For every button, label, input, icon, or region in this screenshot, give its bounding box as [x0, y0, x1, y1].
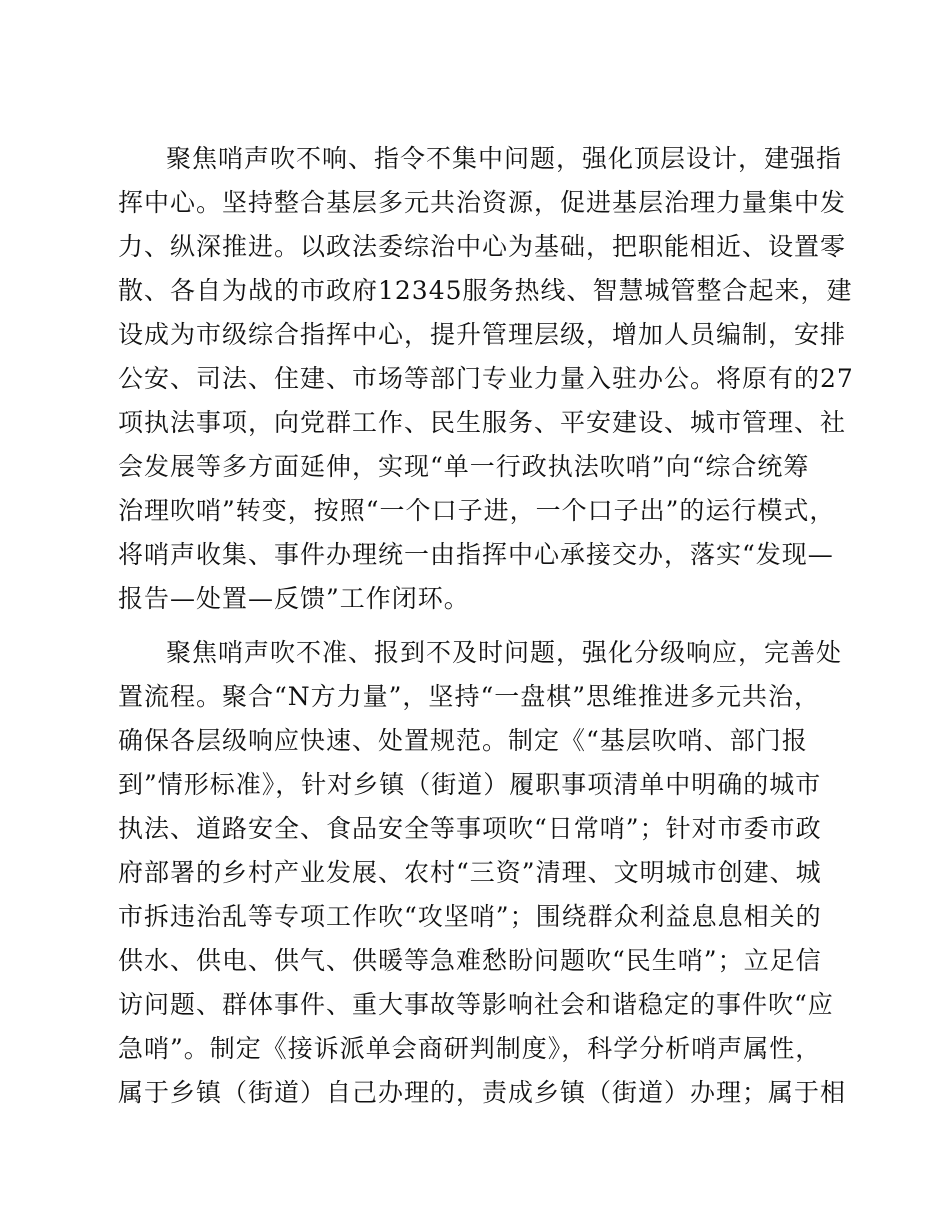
- paragraph-2-line-1: 聚焦哨声吹不准、报到不及时问题，强化分级响应，完善处: [166, 638, 843, 667]
- paragraph-2-line-6: 府部署的乡村产业发展、农村“三资”清理、文明城市创建、城: [118, 858, 822, 887]
- paragraph-2-line-4: 到”情形标准》，针对乡镇（街道）履职事项清单中明确的城市: [118, 770, 822, 799]
- paragraph-1-line-6: 公安、司法、住建、市场等部门专业力量入驻办公。将原有的27: [118, 364, 854, 393]
- paragraph-1-line-4: 散、各自为战的市政府12345服务热线、智慧城管整合起来，建: [118, 276, 853, 305]
- paragraph-2-line-9: 访问题、群体事件、重大事故等影响社会和谐稳定的事件吹“应: [118, 990, 834, 1019]
- paragraph-2-line-11: 属于乡镇（街道）自己办理的，责成乡镇（街道）办理；属于相: [118, 1078, 847, 1107]
- paragraph-2-line-3: 确保各层级响应快速、处置规范。制定《“基层吹哨、部门报: [118, 726, 808, 755]
- paragraph-2-line-5: 执法、道路安全、食品安全等事项吹“日常哨”；针对市委市政: [118, 814, 822, 843]
- paragraph-1-line-11: 报告—处置—反馈”工作闭环。: [118, 584, 470, 613]
- paragraph-1-line-10: 将哨声收集、事件办理统一由指挥中心承接交办，落实“发现—: [118, 540, 834, 569]
- paragraph-1-line-7: 项执法事项，向党群工作、民生服务、平安建设、城市管理、社: [118, 408, 847, 437]
- paragraph-2-line-8: 供水、供电、供气、供暖等急难愁盼问题吹“民生哨”；立足信: [118, 946, 822, 975]
- paragraph-1-line-8: 会发展等多方面延伸，实现“单一行政执法吹哨”向“综合统筹: [118, 452, 810, 481]
- paragraph-2-line-2: 置流程。聚合“N方力量”，坚持“一盘棋”思维推进多元共治，: [118, 682, 821, 711]
- paragraph-1-line-1: 聚焦哨声吹不响、指令不集中问题，强化顶层设计，建强指: [166, 144, 843, 173]
- paragraph-1-line-5: 设成为市级综合指挥中心，提升管理层级，增加人员编制，安排: [118, 320, 847, 349]
- paragraph-1-line-3: 力、纵深推进。以政法委综治中心为基础，把职能相近、设置零: [118, 232, 847, 261]
- paragraph-1-line-2: 挥中心。坚持整合基层多元共治资源，促进基层治理力量集中发: [118, 188, 847, 217]
- paragraph-2-line-10: 急哨”。制定《接诉派单会商研判制度》，科学分析哨声属性，: [118, 1034, 822, 1063]
- paragraph-2-line-7: 市拆违治乱等专项工作吹“攻坚哨”；围绕群众利益息息相关的: [118, 902, 822, 931]
- paragraph-1-line-9: 治理吹哨”转变，按照“一个口子进，一个口子出”的运行模式，: [118, 496, 836, 525]
